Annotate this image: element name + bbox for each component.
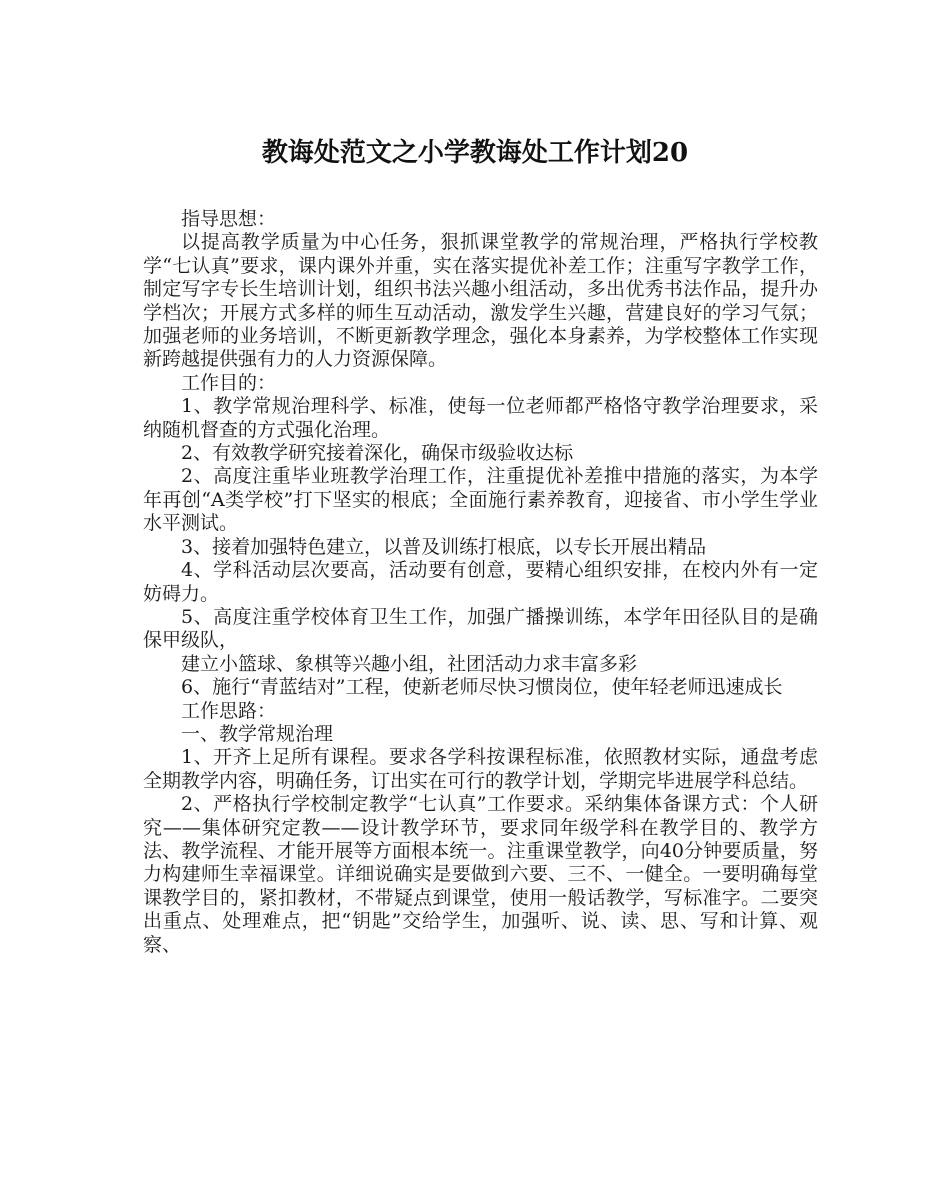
- paragraph-heading-work-approach: 工作思路：: [181, 699, 277, 722]
- paragraph-guiding-ideology: 以提高教学质量为中心任务，狠抓课堂教学的常规治理，严格执行学校教学“七认真”要求，课内课外并重，实在落实提优补差工作；注重写字教学工作，制定写字专长生培训计划，组织书法兴趣小组活动，多出优秀书法作品，提升办学档次；开展方式多样的师生互动活动，激发学生兴趣，营建良好的学习气氛；加强老师的业务培训，不断更新教学理念，强化本身素养，为学校整体工作实现新跨越提供强有力的人力资源保障。: [143, 231, 818, 371]
- paragraph-goal-1: 1、教学常规治理科学、标准，使每一位老师都严格恪守教学治理要求，采纳随机督查的方式强化治理。: [143, 395, 818, 441]
- paragraph-goal-3: 3、接着加强特色建立，以普及训练打根底，以专长开展出精品: [181, 535, 707, 558]
- paragraph-approach-1: 1、开齐上足所有课程。要求各学科按课程标准，依照教材实际，通盘考虑全期教学内容，明确任务，订出实在可行的教学计划，学期完毕进展学科总结。: [143, 746, 818, 792]
- paragraph-goal-6: 6、施行“青蓝结对”工程，使新老师尽快习惯岗位，使年轻老师迅速成长: [181, 676, 783, 699]
- paragraph-heading-work-goals: 工作目的：: [181, 371, 277, 394]
- paragraph-goal-5-continued: 建立小篮球、象棋等兴趣小组，社团活动力求丰富多彩: [181, 652, 638, 675]
- paragraph-section-teaching-routine: 一、教学常规治理: [181, 722, 334, 745]
- paragraph-goal-4: 4、学科活动层次要高，活动要有创意，要精心组织安排，在校内外有一定妨碍力。: [143, 559, 818, 605]
- paragraph-heading-guiding-ideology: 指导思想：: [181, 208, 277, 230]
- document-title: 教诲处范文之小学教诲处工作计划20: [261, 138, 689, 168]
- paragraph-goal-5: 5、高度注重学校体育卫生工作，加强广播操训练，本学年田径队目的是确保甲级队，: [143, 605, 818, 652]
- paragraph-goal-2a: 2、有效教学研究接着深化，确保市级验收达标: [181, 442, 574, 465]
- paragraph-goal-2b: 2、高度注重毕业班教学治理工作，注重提优补差推中措施的落实，为本学年再创“A类学校”打下坚实的根底；全面施行素养教育，迎接省、市小学生学业水平测试。: [143, 465, 818, 535]
- document-body: [143, 208, 818, 957]
- paragraph-approach-2: 2、严格执行学校制定教学“七认真”工作要求。采纳集体备课方式：个人研究——集体研究定教——设计教学环节，要求同年级学科在教学目的、教学方法、教学流程、才能开展等方面根本统一。注重课堂教学，向40分钟要质量，努力构建师生幸福课堂。详细说确实是要做到六要、三不、一健全。一要明确每堂课教学目的，紧扣教材，不带疑点到课堂，使用一般话教学，写标准字。二要突出重点、处理难点，把“钥匙”交给学生，加强听、说、读、思、写和计算、观察、: [143, 793, 818, 956]
